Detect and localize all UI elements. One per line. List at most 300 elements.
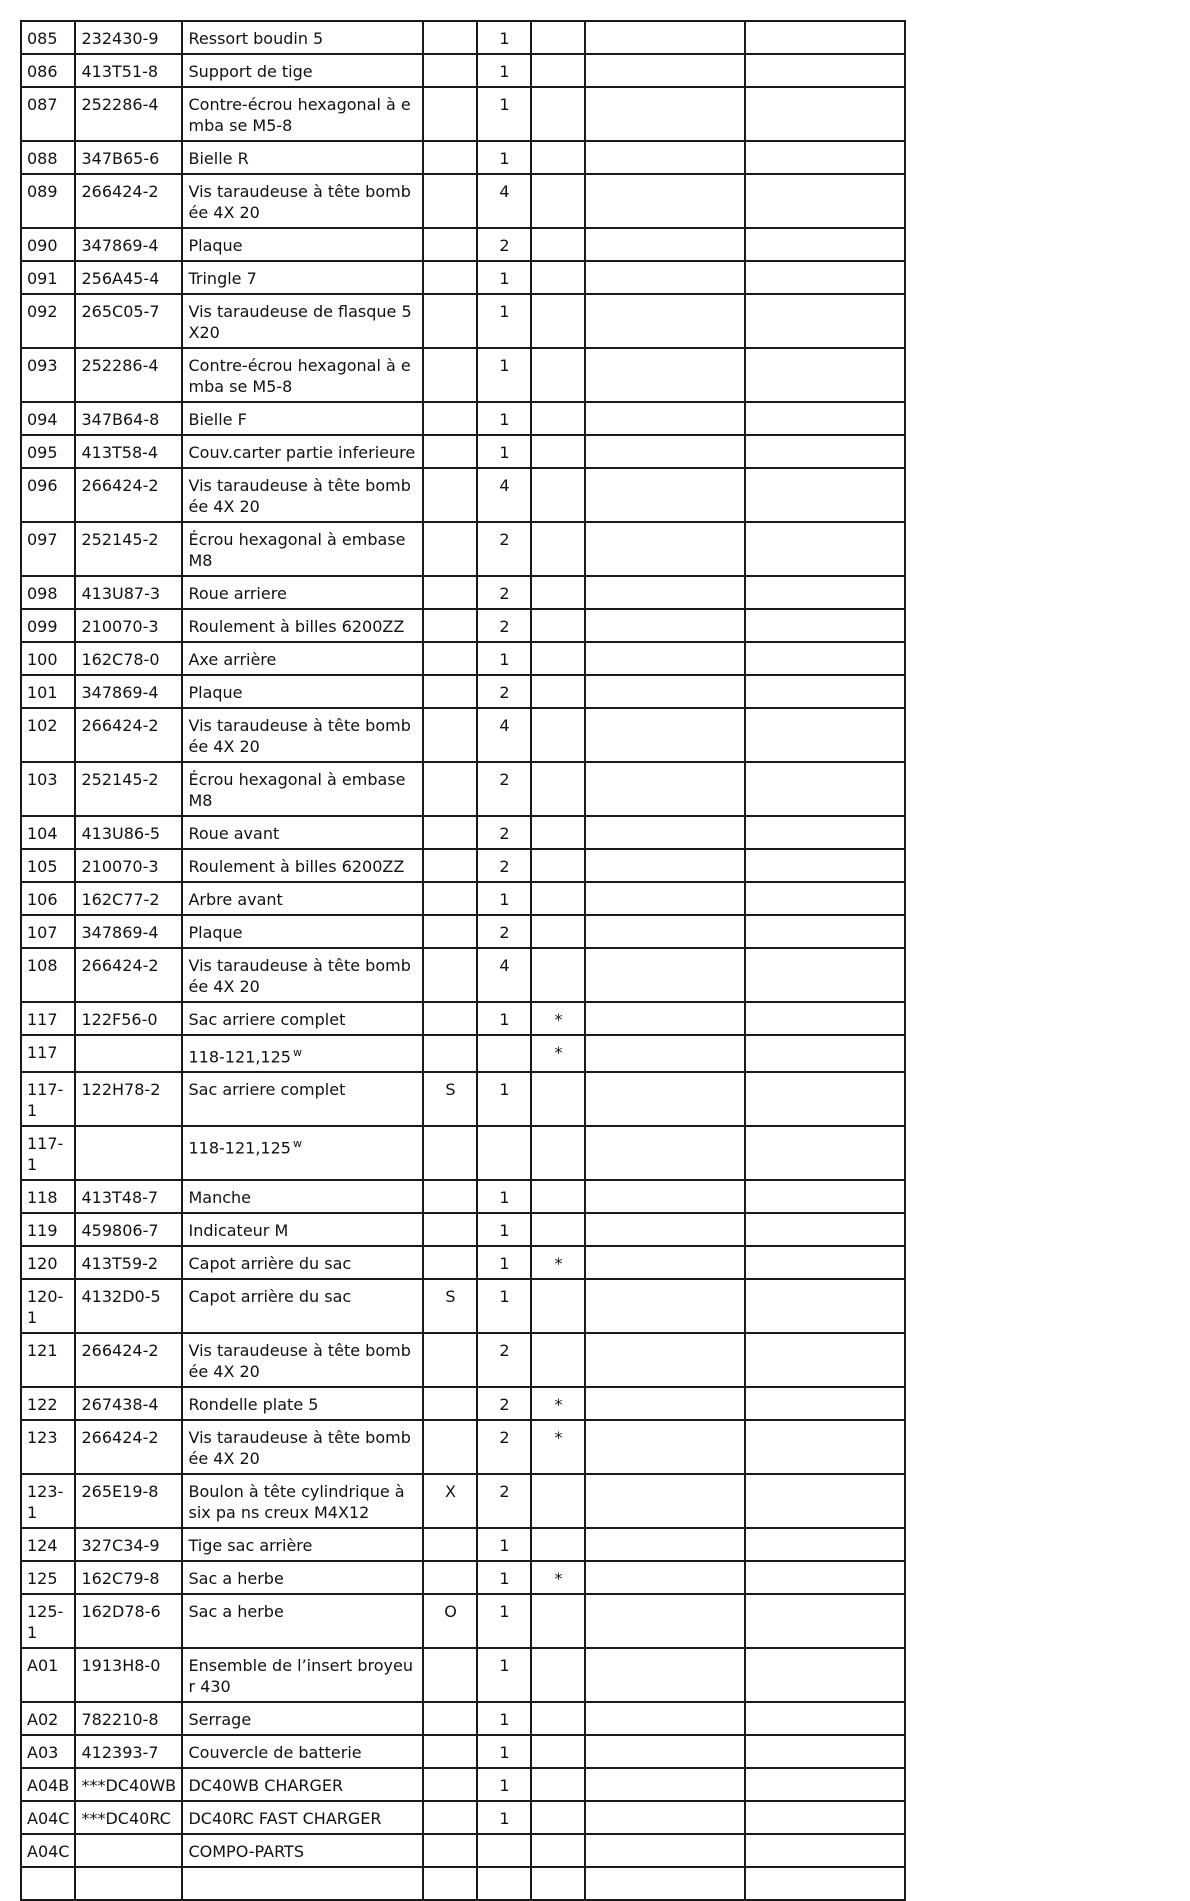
part-mark-cell [423, 261, 477, 294]
part-number-cell: 117 [21, 1002, 75, 1035]
extra-cell [745, 1594, 905, 1648]
part-code-cell: 412393-7 [75, 1735, 182, 1768]
part-number-cell: 123 [21, 1420, 75, 1474]
part-code-cell: 266424-2 [75, 948, 182, 1002]
part-note-cell [531, 948, 585, 1002]
part-note-cell: * [531, 1035, 585, 1072]
description-superscript: w [292, 1046, 302, 1059]
part-quantity-cell: 2 [477, 762, 531, 816]
extra-cell [585, 1561, 745, 1594]
extra-cell [745, 261, 905, 294]
part-note-cell [531, 1279, 585, 1333]
table-row [21, 87, 905, 141]
part-note-cell [531, 261, 585, 294]
table-row [21, 1594, 905, 1648]
part-note-cell [531, 1474, 585, 1528]
table-row [21, 348, 905, 402]
part-number-cell: A03 [21, 1735, 75, 1768]
part-quantity-cell: 1 [477, 1594, 531, 1648]
part-description-cell: COMPO-PARTS [182, 1834, 423, 1867]
part-note-cell [531, 435, 585, 468]
part-code-cell [75, 1834, 182, 1867]
part-number-cell: 117-1 [21, 1126, 75, 1180]
extra-cell [585, 468, 745, 522]
part-description-cell [182, 1867, 423, 1900]
part-mark-cell [423, 1561, 477, 1594]
table-row [21, 1474, 905, 1528]
part-mark-cell [423, 816, 477, 849]
part-code-cell: 162C79-8 [75, 1561, 182, 1594]
extra-cell [585, 1279, 745, 1333]
part-mark-cell [423, 54, 477, 87]
extra-cell [745, 849, 905, 882]
extra-cell [745, 522, 905, 576]
part-quantity-cell [477, 1126, 531, 1180]
part-code-cell [75, 1867, 182, 1900]
part-description-cell: Vis taraudeuse à tête bombée 4X 20 [182, 948, 423, 1002]
extra-cell [745, 1735, 905, 1768]
part-number-cell: 105 [21, 849, 75, 882]
part-mark-cell [423, 1528, 477, 1561]
extra-cell [745, 1333, 905, 1387]
part-quantity-cell: 1 [477, 402, 531, 435]
part-code-cell: 327C34-9 [75, 1528, 182, 1561]
part-description-cell: Arbre avant [182, 882, 423, 915]
part-quantity-cell: 1 [477, 642, 531, 675]
table-row [21, 948, 905, 1002]
table-row [21, 522, 905, 576]
extra-cell [745, 1528, 905, 1561]
table-row [21, 1867, 905, 1900]
part-code-cell: 266424-2 [75, 1333, 182, 1387]
part-number-cell: 087 [21, 87, 75, 141]
part-mark-cell [423, 402, 477, 435]
extra-cell [745, 468, 905, 522]
part-quantity-cell: 4 [477, 468, 531, 522]
part-code-cell: 347B64-8 [75, 402, 182, 435]
part-number-cell: 094 [21, 402, 75, 435]
part-note-cell [531, 1768, 585, 1801]
extra-cell [745, 609, 905, 642]
part-code-cell: ***DC40WB [75, 1768, 182, 1801]
part-quantity-cell [477, 1035, 531, 1072]
extra-cell [585, 1594, 745, 1648]
extra-cell [745, 1002, 905, 1035]
extra-cell [745, 1035, 905, 1072]
part-code-cell: 265C05-7 [75, 294, 182, 348]
extra-cell [585, 1768, 745, 1801]
part-note-cell: * [531, 1387, 585, 1420]
part-quantity-cell: 1 [477, 87, 531, 141]
part-number-cell: 100 [21, 642, 75, 675]
extra-cell [745, 1561, 905, 1594]
part-number-cell: 089 [21, 174, 75, 228]
extra-cell [585, 348, 745, 402]
part-note-cell [531, 675, 585, 708]
extra-cell [585, 1387, 745, 1420]
part-code-cell: 162D78-6 [75, 1594, 182, 1648]
extra-cell [745, 141, 905, 174]
part-note-cell [531, 576, 585, 609]
part-mark-cell [423, 1420, 477, 1474]
part-mark-cell [423, 915, 477, 948]
table-row [21, 1768, 905, 1801]
extra-cell [585, 1867, 745, 1900]
part-number-cell: 085 [21, 21, 75, 54]
table-row [21, 228, 905, 261]
part-code-cell [75, 1035, 182, 1072]
part-code-cell: 162C78-0 [75, 642, 182, 675]
part-description-cell: Capot arrière du sac [182, 1279, 423, 1333]
part-description-cell: Serrage [182, 1702, 423, 1735]
extra-cell [585, 1735, 745, 1768]
part-description-cell: Capot arrière du sac [182, 1246, 423, 1279]
extra-cell [745, 1420, 905, 1474]
part-quantity-cell: 2 [477, 522, 531, 576]
extra-cell [585, 1246, 745, 1279]
part-description-cell [182, 1126, 423, 1180]
part-mark-cell [423, 1246, 477, 1279]
part-note-cell [531, 468, 585, 522]
part-code-cell: 122H78-2 [75, 1072, 182, 1126]
part-description-cell: Bielle R [182, 141, 423, 174]
part-code-cell: 413T58-4 [75, 435, 182, 468]
part-number-cell: 098 [21, 576, 75, 609]
extra-cell [745, 1213, 905, 1246]
part-number-cell: 092 [21, 294, 75, 348]
part-note-cell [531, 1735, 585, 1768]
part-description-cell: Indicateur M [182, 1213, 423, 1246]
table-row [21, 1072, 905, 1126]
part-number-cell: 088 [21, 141, 75, 174]
part-number-cell: A04B [21, 1768, 75, 1801]
part-note-cell [531, 1834, 585, 1867]
extra-cell [585, 522, 745, 576]
part-quantity-cell: 1 [477, 1702, 531, 1735]
extra-cell [585, 1648, 745, 1702]
part-number-cell: 097 [21, 522, 75, 576]
extra-cell [585, 261, 745, 294]
table-row [21, 642, 905, 675]
extra-cell [745, 1387, 905, 1420]
part-mark-cell [423, 948, 477, 1002]
table-row [21, 1126, 905, 1180]
part-quantity-cell [477, 1834, 531, 1867]
part-description-cell: Contre-écrou hexagonal à emba se M5-8 [182, 348, 423, 402]
part-quantity-cell: 2 [477, 1474, 531, 1528]
part-mark-cell [423, 1768, 477, 1801]
part-number-cell: 106 [21, 882, 75, 915]
part-quantity-cell: 2 [477, 576, 531, 609]
part-mark-cell: S [423, 1279, 477, 1333]
table-row [21, 609, 905, 642]
part-quantity-cell: 2 [477, 1387, 531, 1420]
table-row [21, 1035, 905, 1072]
part-code-cell: 252286-4 [75, 348, 182, 402]
part-number-cell: 104 [21, 816, 75, 849]
part-mark-cell [423, 348, 477, 402]
table-row [21, 1834, 905, 1867]
part-code-cell: 413U87-3 [75, 576, 182, 609]
extra-cell [585, 1072, 745, 1126]
part-note-cell [531, 1072, 585, 1126]
extra-cell [585, 915, 745, 948]
part-note-cell [531, 1702, 585, 1735]
part-note-cell [531, 915, 585, 948]
part-mark-cell [423, 1387, 477, 1420]
part-mark-cell [423, 1333, 477, 1387]
table-row [21, 141, 905, 174]
part-mark-cell [423, 174, 477, 228]
part-number-cell: 096 [21, 468, 75, 522]
part-note-cell [531, 1333, 585, 1387]
part-number-cell: A02 [21, 1702, 75, 1735]
part-quantity-cell: 2 [477, 816, 531, 849]
part-note-cell: * [531, 1420, 585, 1474]
part-quantity-cell: 1 [477, 141, 531, 174]
part-code-cell: 413T48-7 [75, 1180, 182, 1213]
part-number-cell: 086 [21, 54, 75, 87]
part-note-cell [531, 1180, 585, 1213]
part-description-cell: Écrou hexagonal à embase M8 [182, 522, 423, 576]
part-quantity-cell: 1 [477, 435, 531, 468]
table-row [21, 882, 905, 915]
part-note-cell [531, 762, 585, 816]
extra-cell [745, 435, 905, 468]
extra-cell [745, 576, 905, 609]
extra-cell [585, 762, 745, 816]
part-description-cell: Bielle F [182, 402, 423, 435]
table-row [21, 261, 905, 294]
part-quantity-cell: 1 [477, 1801, 531, 1834]
part-quantity-cell: 2 [477, 1333, 531, 1387]
part-quantity-cell: 1 [477, 1246, 531, 1279]
part-description-cell: Vis taraudeuse de flasque 5X20 [182, 294, 423, 348]
part-code-cell: 210070-3 [75, 609, 182, 642]
part-description-cell: Vis taraudeuse à tête bombée 4X 20 [182, 1333, 423, 1387]
part-mark-cell [423, 849, 477, 882]
part-number-cell: 101 [21, 675, 75, 708]
part-note-cell [531, 1126, 585, 1180]
part-number-cell: 125-1 [21, 1594, 75, 1648]
part-quantity-cell: 2 [477, 609, 531, 642]
table-row [21, 708, 905, 762]
part-quantity-cell: 1 [477, 1180, 531, 1213]
table-row [21, 1333, 905, 1387]
extra-cell [585, 882, 745, 915]
part-quantity-cell [477, 1867, 531, 1900]
extra-cell [745, 54, 905, 87]
part-description-cell: Sac a herbe [182, 1594, 423, 1648]
part-mark-cell [423, 1126, 477, 1180]
part-quantity-cell: 1 [477, 1528, 531, 1561]
parts-table [20, 20, 906, 1901]
part-quantity-cell: 1 [477, 1002, 531, 1035]
extra-cell [745, 708, 905, 762]
part-code-cell: 347869-4 [75, 915, 182, 948]
extra-cell [745, 1768, 905, 1801]
part-number-cell: 099 [21, 609, 75, 642]
part-description-cell: Vis taraudeuse à tête bombée 4X 20 [182, 174, 423, 228]
table-row [21, 174, 905, 228]
extra-cell [585, 1035, 745, 1072]
part-description-cell: Sac arriere complet [182, 1002, 423, 1035]
part-code-cell: 256A45-4 [75, 261, 182, 294]
extra-cell [745, 21, 905, 54]
part-description-cell: Vis taraudeuse à tête bombée 4X 20 [182, 1420, 423, 1474]
part-code-cell: 266424-2 [75, 708, 182, 762]
part-code-cell: 266424-2 [75, 1420, 182, 1474]
extra-cell [585, 609, 745, 642]
part-number-cell: 091 [21, 261, 75, 294]
part-note-cell [531, 522, 585, 576]
part-note-cell [531, 1648, 585, 1702]
part-note-cell [531, 21, 585, 54]
part-quantity-cell: 2 [477, 228, 531, 261]
part-code-cell [75, 1126, 182, 1180]
extra-cell [585, 21, 745, 54]
part-number-cell: 102 [21, 708, 75, 762]
extra-cell [585, 642, 745, 675]
extra-cell [745, 816, 905, 849]
extra-cell [585, 87, 745, 141]
part-code-cell: 413U86-5 [75, 816, 182, 849]
part-description-cell: Boulon à tête cylindrique à six pa ns creux M4X12 [182, 1474, 423, 1528]
extra-cell [585, 1126, 745, 1180]
part-quantity-cell: 4 [477, 174, 531, 228]
part-note-cell: * [531, 1002, 585, 1035]
part-mark-cell [423, 1702, 477, 1735]
part-code-cell: 252286-4 [75, 87, 182, 141]
part-code-cell: 4132D0-5 [75, 1279, 182, 1333]
part-mark-cell [423, 1867, 477, 1900]
table-row [21, 402, 905, 435]
part-mark-cell [423, 576, 477, 609]
part-number-cell: 123-1 [21, 1474, 75, 1528]
part-description-cell: Vis taraudeuse à tête bombée 4X 20 [182, 468, 423, 522]
part-code-cell: ***DC40RC [75, 1801, 182, 1834]
part-description-cell: Couvercle de batterie [182, 1735, 423, 1768]
part-note-cell [531, 849, 585, 882]
part-number-cell: 121 [21, 1333, 75, 1387]
part-note-cell [531, 402, 585, 435]
table-row [21, 1279, 905, 1333]
extra-cell [745, 915, 905, 948]
part-description-cell: Axe arrière [182, 642, 423, 675]
part-mark-cell [423, 141, 477, 174]
part-code-cell: 252145-2 [75, 522, 182, 576]
extra-cell [745, 1246, 905, 1279]
part-note-cell [531, 1528, 585, 1561]
extra-cell [585, 849, 745, 882]
extra-cell [585, 174, 745, 228]
part-quantity-cell: 1 [477, 21, 531, 54]
part-note-cell [531, 816, 585, 849]
part-note-cell [531, 609, 585, 642]
part-number-cell: 093 [21, 348, 75, 402]
part-code-cell: 265E19-8 [75, 1474, 182, 1528]
extra-cell [745, 1180, 905, 1213]
part-mark-cell: X [423, 1474, 477, 1528]
part-quantity-cell: 1 [477, 54, 531, 87]
extra-cell [585, 1002, 745, 1035]
part-number-cell: 122 [21, 1387, 75, 1420]
part-mark-cell [423, 1834, 477, 1867]
table-row [21, 1561, 905, 1594]
extra-cell [745, 402, 905, 435]
part-code-cell: 122F56-0 [75, 1002, 182, 1035]
extra-cell [585, 816, 745, 849]
table-row [21, 54, 905, 87]
extra-cell [585, 1528, 745, 1561]
extra-cell [745, 1834, 905, 1867]
extra-cell [745, 228, 905, 261]
part-quantity-cell: 1 [477, 1072, 531, 1126]
extra-cell [585, 141, 745, 174]
part-note-cell [531, 1594, 585, 1648]
extra-cell [585, 1333, 745, 1387]
extra-cell [745, 174, 905, 228]
extra-cell [585, 675, 745, 708]
part-mark-cell [423, 1180, 477, 1213]
part-description-cell: DC40WB CHARGER [182, 1768, 423, 1801]
part-description-cell: Ensemble de l’insert broyeur 430 [182, 1648, 423, 1702]
part-mark-cell [423, 294, 477, 348]
part-code-cell: 162C77-2 [75, 882, 182, 915]
part-description-cell: Plaque [182, 228, 423, 261]
part-number-cell: 117 [21, 1035, 75, 1072]
part-mark-cell [423, 642, 477, 675]
part-description-cell: Écrou hexagonal à embase M8 [182, 762, 423, 816]
part-mark-cell [423, 228, 477, 261]
part-number-cell: 107 [21, 915, 75, 948]
part-mark-cell [423, 1035, 477, 1072]
part-description-cell: Support de tige [182, 54, 423, 87]
part-description-cell [182, 1035, 423, 1072]
extra-cell [585, 1213, 745, 1246]
part-description-cell: Sac a herbe [182, 1561, 423, 1594]
extra-cell [745, 348, 905, 402]
extra-cell [745, 642, 905, 675]
extra-cell [745, 1474, 905, 1528]
extra-cell [585, 1801, 745, 1834]
table-row [21, 576, 905, 609]
part-code-cell: 267438-4 [75, 1387, 182, 1420]
table-row [21, 1246, 905, 1279]
part-quantity-cell: 1 [477, 294, 531, 348]
part-description-cell: DC40RC FAST CHARGER [182, 1801, 423, 1834]
part-quantity-cell: 1 [477, 1213, 531, 1246]
part-description-cell: Sac arriere complet [182, 1072, 423, 1126]
part-quantity-cell: 2 [477, 849, 531, 882]
part-mark-cell [423, 468, 477, 522]
part-mark-cell [423, 1735, 477, 1768]
part-quantity-cell: 1 [477, 1279, 531, 1333]
extra-cell [585, 1702, 745, 1735]
extra-cell [745, 762, 905, 816]
part-note-cell [531, 174, 585, 228]
part-quantity-cell: 1 [477, 1768, 531, 1801]
part-description-cell: Ressort boudin 5 [182, 21, 423, 54]
extra-cell [745, 882, 905, 915]
description-superscript: w [292, 1137, 302, 1151]
part-mark-cell [423, 708, 477, 762]
part-mark-cell [423, 21, 477, 54]
part-note-cell: * [531, 1561, 585, 1594]
extra-cell [745, 1648, 905, 1702]
table-row [21, 1702, 905, 1735]
table-row [21, 1387, 905, 1420]
